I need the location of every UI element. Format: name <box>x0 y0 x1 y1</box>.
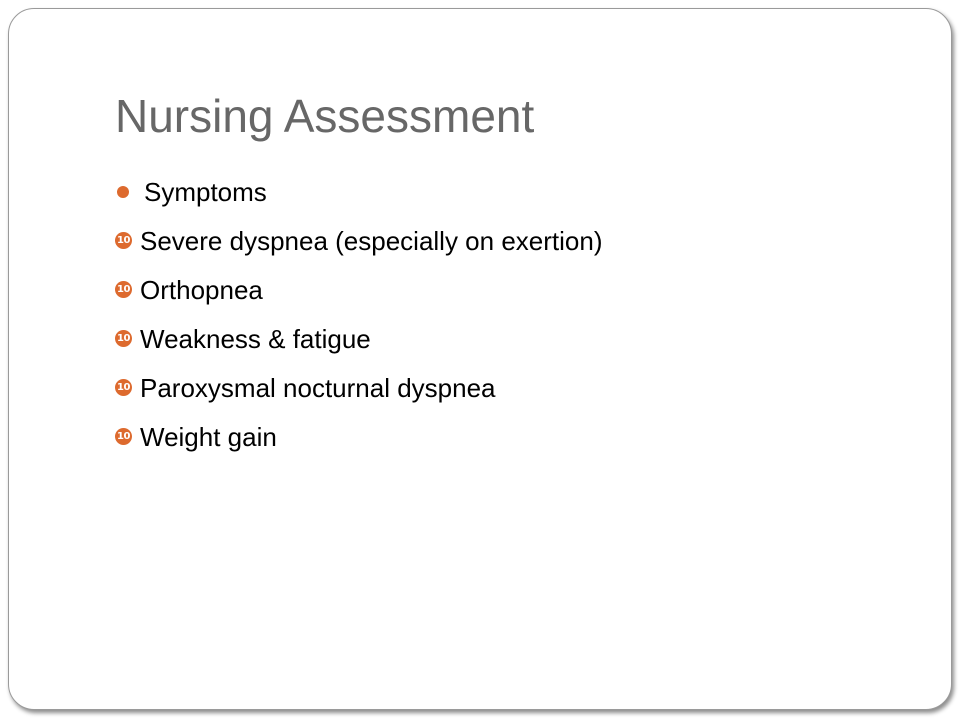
slide-title: Nursing Assessment <box>115 90 535 142</box>
bullet-list <box>115 167 602 461</box>
list-item <box>115 265 602 314</box>
list-item <box>115 216 602 265</box>
list-item <box>115 363 602 412</box>
dot-icon <box>117 186 129 198</box>
list-item-text: Paroxysmal nocturnal dyspnea <box>140 372 496 403</box>
circled-ten-icon: 10 <box>115 428 132 445</box>
list-item-text: Symptoms <box>144 176 267 207</box>
list-item-text: Orthopnea <box>140 274 263 305</box>
list-item-text: Weakness & fatigue <box>140 323 371 354</box>
circled-ten-icon: 10 <box>115 232 132 249</box>
circled-ten-icon: 10 <box>115 379 132 396</box>
list-item <box>115 412 602 461</box>
list-item <box>115 314 602 363</box>
list-item-text: Severe dyspnea (especially on exertion) <box>140 225 603 256</box>
list-item <box>115 167 602 216</box>
list-item-text: Weight gain <box>140 421 277 452</box>
circled-ten-icon: 10 <box>115 330 132 347</box>
slide-frame <box>8 8 952 710</box>
circled-ten-icon: 10 <box>115 281 132 298</box>
